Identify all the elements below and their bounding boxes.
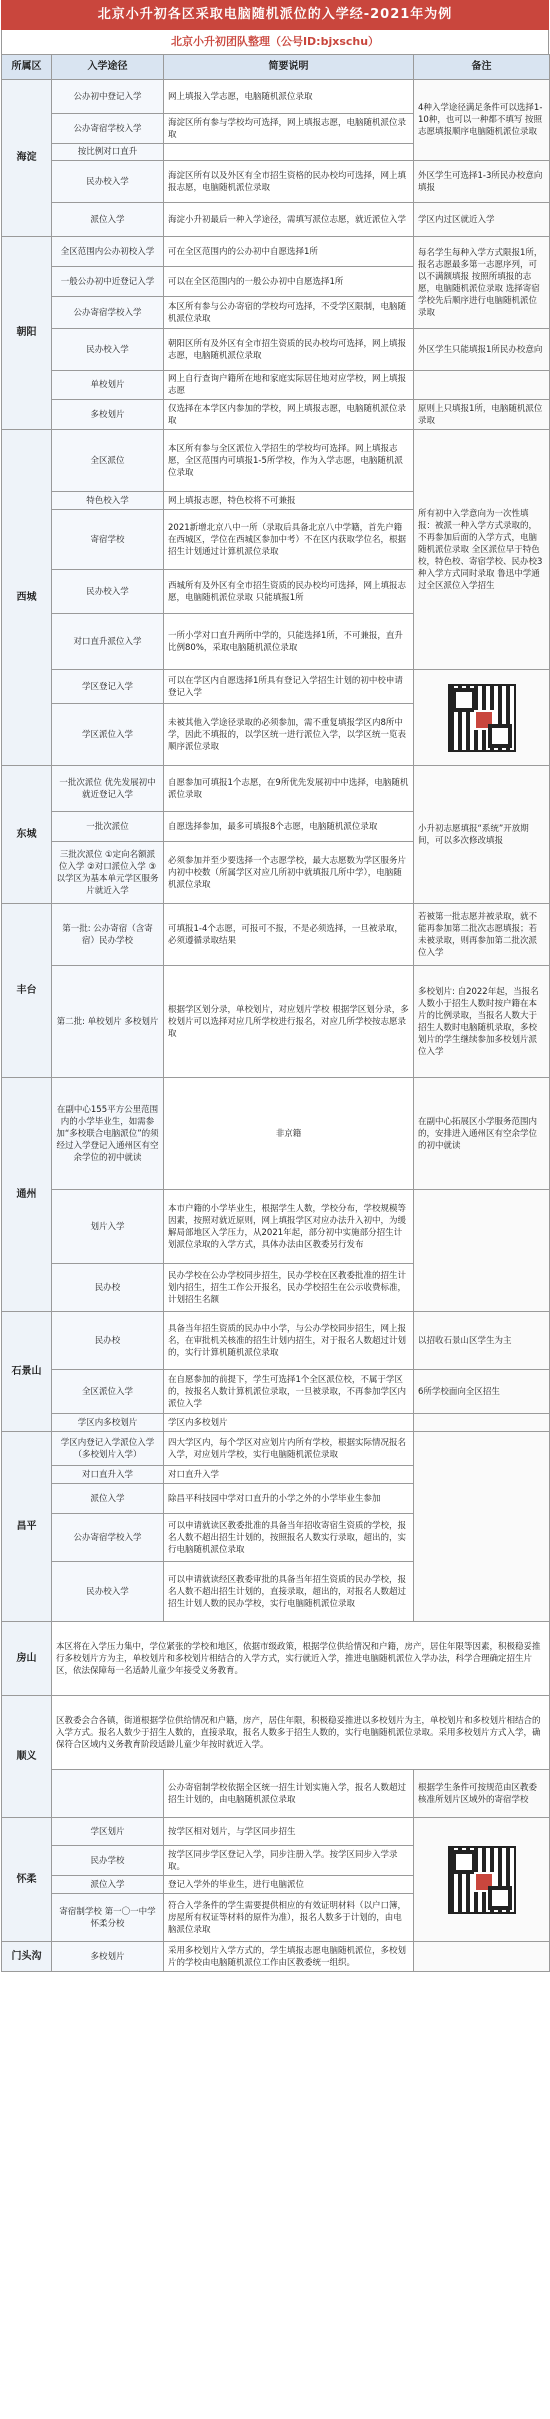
table-row [2,1312,550,1370]
path-cell: 民办校入学 [52,570,164,614]
desc-cell: 在自愿参加的前提下，学生可选择1个全区派位校，不属于学区的，按报名人数计算机派位录取，一旦被录取，不再参加学区内派位入学 [164,1370,414,1414]
path-cell: 第一批: 公办寄宿（含寄宿）民办学校 [52,904,164,966]
desc-cell: 未被其他入学途径录取的必须参加，需不重复填报学区内8所中学，因此不填报的，以学区统一进行派位入学，以学区统一览表顺序派位录取 [164,704,414,766]
note-cell [414,1432,550,1622]
table-row [2,371,550,400]
col-path: 入学途径 [52,55,164,80]
desc-cell: 符合入学条件的学生需要提供相应的有效证明材料（以户口簿，房屋所有权证等材料的原件为准），报名人数多于计划的，由电脑派位录取 [164,1894,414,1942]
table-row [2,1190,550,1264]
table-row [2,1818,550,1846]
desc-cell: 可以申请就读区教委批准的具备当年招收寄宿生资质的学校，报名人数不超出招生计划的，按照报名人数实行录取，超出的，实行电脑随机派位录取 [164,1514,414,1562]
desc-cell: 必须参加并至少要选择一个志愿学校，最大志愿数为学区服务片内初中校数（所属学区对应几所初中就填报几所中学），电脑随机派位录取 [164,842,414,904]
qr-code-icon[interactable] [448,684,516,752]
table-row [2,237,550,267]
path-cell: 全区派位入学 [52,1370,164,1414]
path-cell: 公办初中登记入学 [52,80,164,114]
page-title: 北京小升初各区采取电脑随机派位的入学经-2021年为例 [1,0,549,30]
qr-cell [414,1818,550,1942]
path-cell: 民办校入学 [52,1562,164,1622]
path-cell: 按比例对口直升 [52,144,164,161]
note-cell: 外区学生只能填报1所民办校意向 [414,329,550,371]
desc-cell: 四大学区内，每个学区对应划片内所有学校，根据实际情况报名入学，对应划片学校，实行电脑随机派位录取 [164,1432,414,1466]
district-huairou: 怀柔 [2,1818,52,1942]
qr-cell [414,670,550,766]
district-chaoyang: 朝阳 [2,237,52,430]
path-cell: 多校划片 [52,1942,164,1972]
district-fangshan: 房山 [2,1622,52,1696]
note-cell: 小升初志愿填报“系统”开放期间，可以多次修改填报 [414,766,550,904]
path-cell: 三批次派位 ①定向名额派位入学 ②对口派位入学 ③以学区为基本单元学区服务片就近入学 [52,842,164,904]
note-cell: 学区内过区就近入学 [414,203,550,237]
district-dongcheng: 东城 [2,766,52,904]
table-row [2,1370,550,1414]
page-subtitle: 北京小升初团队整理（公号ID:bjxschu） [1,30,549,54]
desc-cell: 民办学校在公办学校同步招生，民办学校在区教委批准的招生计划内招生，招生工作公开报名，民办学校招生在公示收费标准，计划招生名额 [164,1264,414,1312]
note-cell [414,371,550,400]
desc-cell: 网上自行查询户籍所在地和家庭实际居住地对应学校，网上填报志愿 [164,371,414,400]
district-tongzhou: 通州 [2,1078,52,1312]
table-row [2,430,550,492]
desc-cell: 学区内多校划片 [164,1414,414,1432]
note-cell: 在副中心拓展区小学服务范围内的，安排进入通州区有空余学位的初中就读 [414,1078,550,1190]
desc-cell: 采用多校划片入学方式的，学生填报志愿电脑随机派位，多校划片的学校由电脑随机派位工作由区教委统一组织。 [164,1942,414,1972]
desc-cell: 网上填报入学志愿，电脑随机派位录取 [164,80,414,114]
note-cell: 以招收石景山区学生为主 [414,1312,550,1370]
desc-cell: 海淀小升初最后一种入学途径，需填写派位志愿，就近派位入学 [164,203,414,237]
desc-cell: 海淀区所有以及外区有全市招生资格的民办校均可选择，网上填报志愿，电脑随机派位录取 [164,161,414,203]
desc-cell: 可以在学区内自愿选择1所具有登记入学招生计划的初中校申请登记入学 [164,670,414,704]
district-fengtai: 丰台 [2,904,52,1078]
path-cell [52,1770,164,1818]
path-cell: 公办寄宿学校入学 [52,297,164,329]
desc-cell: 西城所有及外区有全市招生资质的民办校均可选择，网上填报志愿，电脑随机派位录取 只能填报1所 [164,570,414,614]
page [1,0,549,1972]
table-row [2,329,550,371]
desc-cell: 对口直升入学 [164,1466,414,1484]
path-cell: 公办寄宿学校入学 [52,1514,164,1562]
note-cell: 根据学生条件可按规范由区教委核准所划片区域外的寄宿学校 [414,1770,550,1818]
table-row [2,966,550,1078]
path-cell: 民办校 [52,1264,164,1312]
path-cell: 派位入学 [52,1484,164,1514]
note-cell: 4种入学途径满足条件可以选择1-10种，也可以一种都不填写 按照志愿填报顺序电脑随机派位录取 [414,80,550,161]
qr-code-icon[interactable] [448,1846,516,1914]
desc-cell: 根据学区划分录，单校划片，对应划片学校 根据学区划分录，多校划片可以选择对应几所学校进行报名，对应几所学校按志愿录取 [164,966,414,1078]
desc-cell: 本区所有参与全区派位入学招生的学校均可选择。网上填报志愿，全区范围内可填报1-5所学校，作为入学志愿，电脑随机派位录取 [164,430,414,492]
path-cell: 寄宿学校 [52,510,164,570]
path-cell: 特色校入学 [52,492,164,510]
table-row [2,1622,550,1696]
path-cell: 学区划片 [52,1818,164,1846]
path-cell: 第二批: 单校划片 多校划片 [52,966,164,1078]
desc-cell: 海淀区所有参与学校均可选择，网上填报志愿，电脑随机派位录取 [164,114,414,144]
path-cell: 学区派位入学 [52,704,164,766]
desc-cell: 朝阳区所有及外区有全市招生资质的民办校均可选择，网上填报志愿，电脑随机派位录取 [164,329,414,371]
table-row [2,80,550,114]
col-note: 备注 [414,55,550,80]
desc-cell: 本市户籍的小学毕业生，根据学生人数，学校分布，学校规模等因素，按照对就近原则，网上填报学区对应办法升入初中，为缓解局部地区入学压力，从2021年起，部分初中实施部分招生计划派位录取的入学方式，具体办法由区教委另行发布 [164,1190,414,1264]
desc-cell: 可填报1-4个志愿，可报可不报，不是必须选择，一旦被录取，必须遵循录取结果 [164,904,414,966]
path-cell: 民办学校 [52,1846,164,1876]
note-cell [414,1942,550,1972]
district-shijingshan: 石景山 [2,1312,52,1432]
desc-cell: 网上填报志愿，特色校将不可兼报 [164,492,414,510]
desc-cell: 具备当年招生资质的民办中小学，与公办学校同步招生，网上报名，在审批机关核准的招生计划内招生，对于报名人数超过计划的，实行计算机随机派位录取 [164,1312,414,1370]
path-cell: 全区范围内公办初校入学 [52,237,164,267]
table-row [2,904,550,966]
note-cell: 原则上只填报1所，电脑随机派位录取 [414,400,550,430]
desc-cell: 按学区相对划片，与学区同步招生 [164,1818,414,1846]
path-cell: 派位入学 [52,1876,164,1894]
note-text: 所有初中入学意向为一次性填报：被派一种入学方式录取的，不再参加后面的入学方式，电脑随机派位录取 全区派位早于特色校，特色校、寄宿学校、民办校3种入学方式同时录取 鲁迅中学通过全区派位入学招生 [418,508,543,591]
path-cell: 对口直升派位入学 [52,614,164,670]
table-row [2,1942,550,1972]
desc-cell: 本区将在入学压力集中，学位紧张的学校和地区，依据市级政策，根据学位供给情况和户籍，房产，居住年限等因素，积极稳妥推行多校划片方为主，单校划片和多校划片相结合的入学方式，实行就近入学，推进电脑随机派位入学办法，科学合理确定招生片区，依法保障每一名适龄儿童少年接受义务教育。 [52,1622,550,1696]
path-cell: 一批次派位 优先发展初中就近登记入学 [52,766,164,812]
note-cell: 多校划片: 自2022年起，当报名人数小于招生人数时按户籍在本片的比例录取，当报名人数大于招生人数时电脑随机录取，多校划片的学生继续参加多校划片派位入学 [414,966,550,1078]
desc-cell: 区教委会合各镇，街道根据学位供给情况和户籍，房产，居住年限，积极稳妥推进以多校划片为主，单校划片和多校划片相结合的入学方式。报名人数少于招生人数的，直接录取，报名人数多于招生人数的，实行电脑随机派位录取。采用多校划片方式入学，确保符合区域内义务教育阶段适龄儿童少年按时就近入学。 [52,1696,550,1770]
path-cell: 民办校入学 [52,161,164,203]
note-cell [414,430,550,670]
district-changping: 昌平 [2,1432,52,1622]
desc-cell: 自愿参加可填报1个志愿，在9所优先发展初中中选择，电脑随机派位录取 [164,766,414,812]
path-cell: 学区登记入学 [52,670,164,704]
table-row [2,766,550,812]
path-cell: 单校划片 [52,371,164,400]
path-cell: 多校划片 [52,400,164,430]
table-row [2,203,550,237]
desc-cell: 本区所有参与公办寄宿的学校均可选择，不受学区限制，电脑随机派位录取 [164,297,414,329]
table-row [2,1414,550,1432]
note-cell: 每名学生每种入学方式限报1所，报名志愿最多第一志愿序列，可以不满额填报 按照所填报的志愿，电脑随机派位录取 选择寄宿学校先后顺序进行电脑随机派位录取 [414,237,550,329]
table-row [2,670,550,704]
path-cell: 在副中心155平方公里范围内的小学毕业生，如需参加“多校联合电脑派位”的须经过入学登记入通州区有空余学位的初中就读 [52,1078,164,1190]
note-cell: 外区学生可选择1-3所民办校意向填报 [414,161,550,203]
table-row [2,1078,550,1190]
note-cell [414,1190,550,1312]
desc-cell: 可以申请就读经区教委审批的具备当年招生资质的民办学校，报名人数不超出招生计划的，直接录取，超出的，对报名人数超过招生计划人数的民办学校，实行电脑随机派位录取 [164,1562,414,1622]
district-shunyi: 顺义 [2,1696,52,1818]
path-cell: 寄宿制学校 第一〇一中学怀柔分校 [52,1894,164,1942]
admission-table [1,54,550,1972]
table-row [2,400,550,430]
district-mentougou: 门头沟 [2,1942,52,1972]
path-cell: 全区派位 [52,430,164,492]
path-cell: 学区内多校划片 [52,1414,164,1432]
path-cell: 学区内登记入学派位入学（多校划片入学） [52,1432,164,1466]
table-row [2,1696,550,1770]
desc-cell: 按学区同步学区登记入学，同步注册入学。按学区同步入学录取。 [164,1846,414,1876]
path-cell: 划片入学 [52,1190,164,1264]
path-cell: 公办寄宿学校入学 [52,114,164,144]
table-header-row [2,55,550,80]
table-row [2,1770,550,1818]
desc-cell: 可在全区范围内的公办初中自愿选择1所 [164,237,414,267]
note-cell: 6所学校面向全区招生 [414,1370,550,1414]
path-cell: 对口直升入学 [52,1466,164,1484]
desc-cell [164,144,414,161]
path-cell: 民办校 [52,1312,164,1370]
desc-cell: 仅选择在本学区内参加的学校，网上填报志愿，电脑随机派位录取 [164,400,414,430]
desc-cell: 一所小学对口直升两所中学的，只能选择1所，不可兼报，直升比例80%，采取电脑随机派位录取 [164,614,414,670]
path-cell: 一般公办初中近登记入学 [52,267,164,297]
note-cell [414,1414,550,1432]
note-cell: 若被第一批志愿并被录取，就不能再参加第二批次志愿填报；若未被录取，则再参加第二批次派位入学 [414,904,550,966]
district-xicheng: 西城 [2,430,52,766]
table-row [2,1432,550,1466]
district-haidian: 海淀 [2,80,52,237]
desc-cell: 自愿选择参加，最多可填报8个志愿，电脑随机派位录取 [164,812,414,842]
col-desc: 简要说明 [164,55,414,80]
table-row [2,161,550,203]
desc-cell: 可以在全区范围内的一般公办初中自愿选择1所 [164,267,414,297]
desc-cell: 除昌平科技园中学对口直升的小学之外的小学毕业生参加 [164,1484,414,1514]
path-cell: 民办校入学 [52,329,164,371]
path-cell: 派位入学 [52,203,164,237]
desc-cell: 2021新增北京八中一所（录取后具备北京八中学籍，首先户籍在西城区，学位在西城区参加中考）不在区内获取学位名，根据招生计划通过计算机派位录取 [164,510,414,570]
desc-cell: 登记入学外的毕业生，进行电脑派位 [164,1876,414,1894]
desc-cell: 公办寄宿制学校依据全区统一招生计划实施入学，报名人数超过招生计划的，由电脑随机派位录取 [164,1770,414,1818]
desc-cell: 非京籍 [164,1078,414,1190]
path-cell: 一批次派位 [52,812,164,842]
col-district: 所属区 [2,55,52,80]
